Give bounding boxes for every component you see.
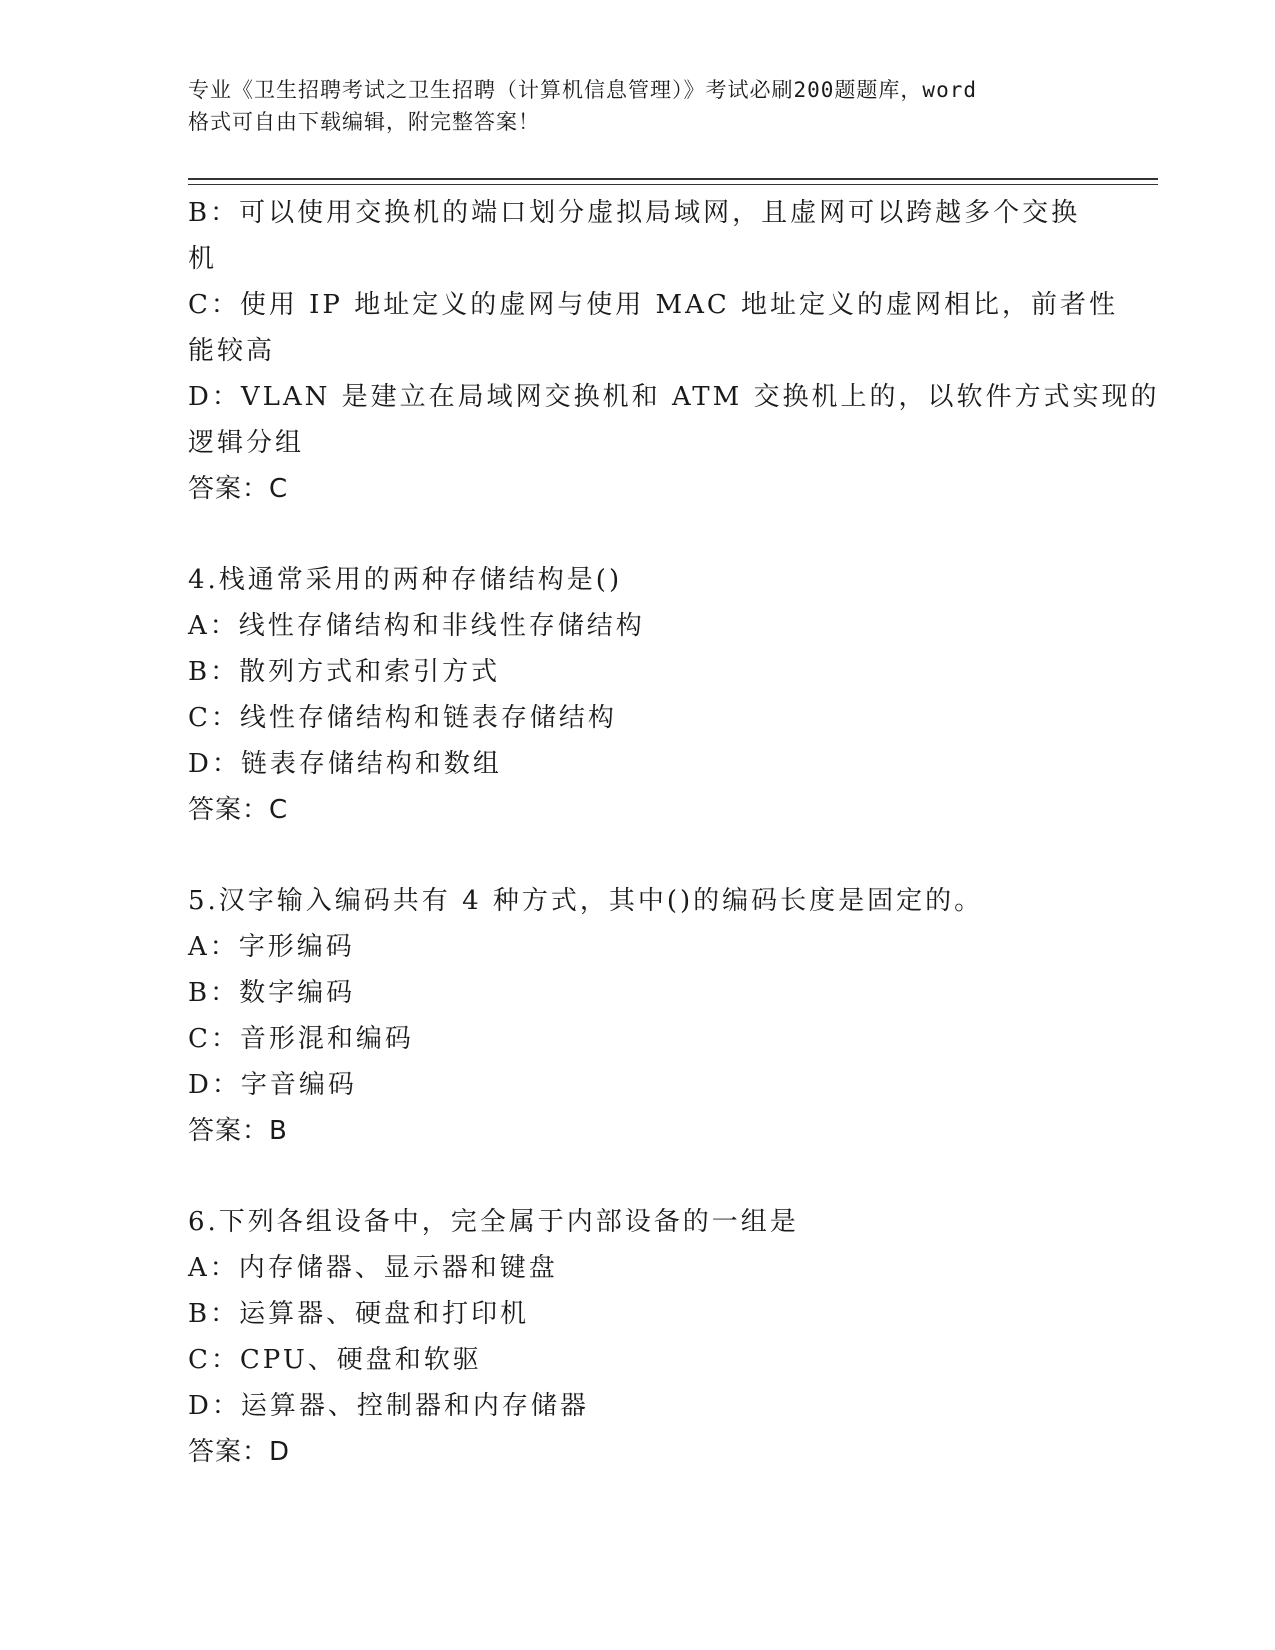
option-line: B：可以使用交换机的端口划分虚拟局域网，且虚网可以跨越多个交换 (188, 198, 1081, 228)
question-title: 6.下列各组设备中，完全属于内部设备的一组是 (188, 1207, 799, 1237)
option-b: B：数字编码 (188, 978, 356, 1008)
option-line: 能较高 (188, 336, 276, 366)
question-title: 4.栈通常采用的两种存储结构是() (188, 565, 623, 595)
option-c: C：CPU、硬盘和软驱 (188, 1345, 482, 1375)
option-a: A：线性存储结构和非线性存储结构 (188, 611, 645, 641)
option-line: 机 (188, 244, 218, 274)
question-block-6 (188, 1199, 1088, 1475)
header-divider-thick (188, 178, 1158, 180)
continued-question-block (188, 190, 1160, 512)
option-b: B：散列方式和索引方式 (188, 657, 501, 687)
option-line: 逻辑分组 (188, 428, 305, 458)
question-block-4 (188, 557, 1088, 833)
question-content (188, 190, 1160, 1475)
question-title: 5.汉字输入编码共有 4 种方式，其中()的编码长度是固定的。 (188, 886, 984, 916)
option-d: D：运算器、控制器和内存储器 (188, 1391, 589, 1421)
answer-line: 答案：B (188, 1116, 288, 1146)
option-c: C：线性存储结构和链表存储结构 (188, 703, 617, 733)
option-d: D：字音编码 (188, 1070, 357, 1100)
option-line: D：VLAN 是建立在局域网交换机和 ATM 交换机上的，以软件方式实现的 (188, 382, 1160, 412)
option-a: A：字形编码 (188, 932, 355, 962)
option-b: B：运算器、硬盘和打印机 (188, 1299, 530, 1329)
answer-line: 答案：C (188, 474, 289, 504)
question-block-5 (188, 878, 1088, 1154)
document-header (188, 74, 1088, 138)
option-c: C：音形混和编码 (188, 1024, 414, 1054)
option-line: C：使用 IP 地址定义的虚网与使用 MAC 地址定义的虚网相比，前者性 (188, 290, 1119, 320)
answer-line: 答案：D (188, 1437, 291, 1467)
header-divider-thin (188, 184, 1158, 185)
option-a: A：内存储器、显示器和键盘 (188, 1253, 558, 1283)
option-d: D：链表存储结构和数组 (188, 749, 502, 779)
answer-line: 答案：C (188, 795, 289, 825)
header-line-2: 格式可自由下载编辑，附完整答案！ (188, 110, 540, 134)
header-line-1: 专业《卫生招聘考试之卫生招聘（计算机信息管理）》考试必刷200题题库，word (188, 78, 977, 102)
